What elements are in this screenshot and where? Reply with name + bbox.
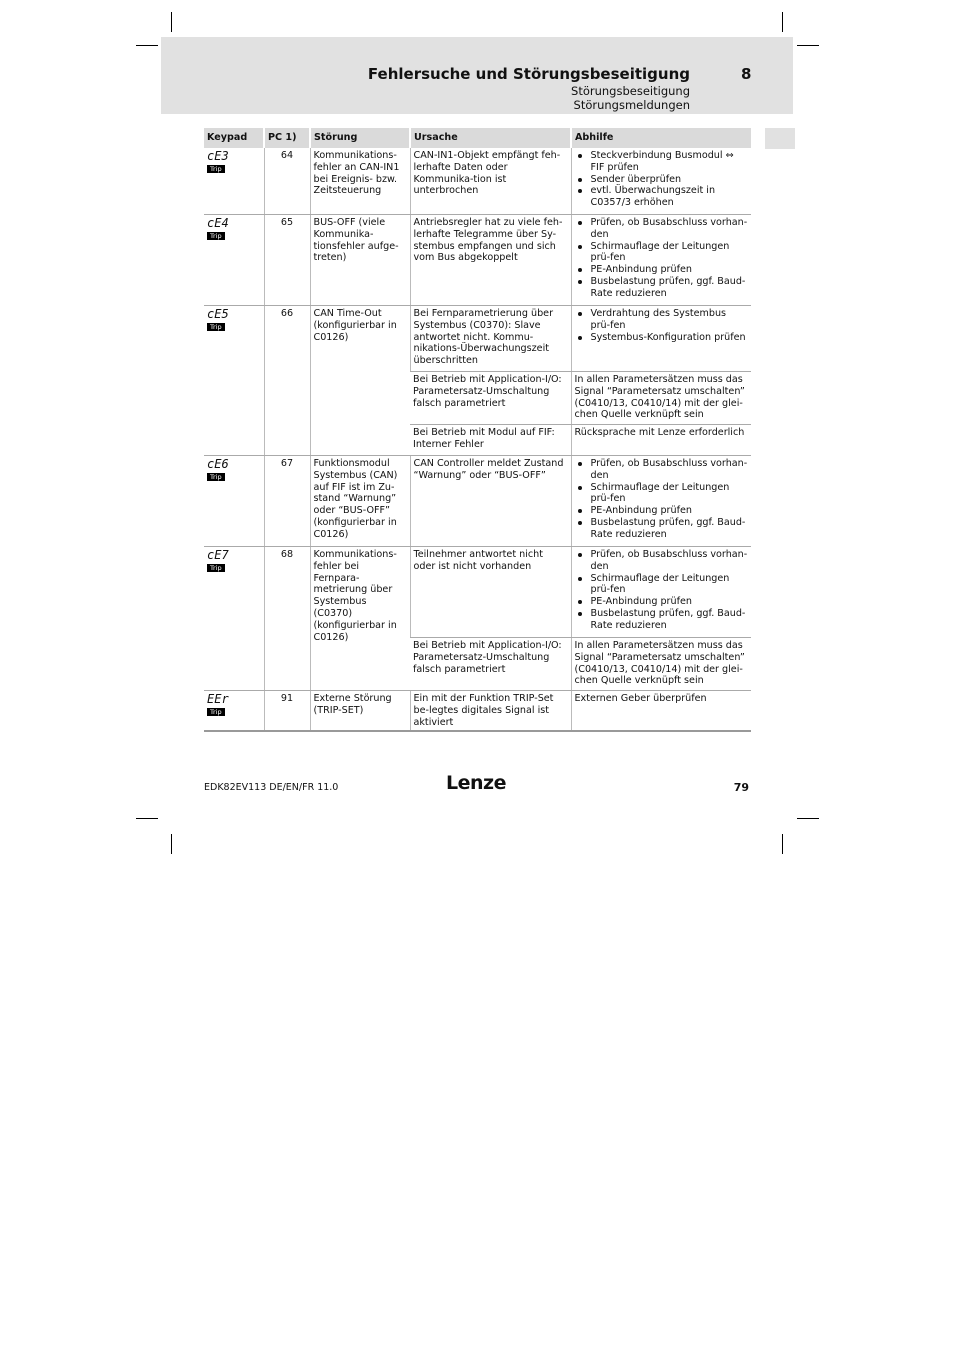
keypad-code: cE7: [207, 548, 229, 562]
abhilfe-cell: [571, 547, 751, 638]
list-item: Busbelastung prüfen, ggf. Baud-Rate reduzieren: [591, 608, 749, 632]
list-item: evtl. Überwachungszeit in C0357/3 erhöhen: [591, 185, 749, 209]
crop-mark: [782, 12, 783, 32]
ursache-cell: Bei Fernparametrierung über Systembus (C0370): Slave antwortet nicht. Kommu-nikations-Überwachungszeit überschritten: [410, 306, 571, 372]
list-item: Sender überprüfen: [591, 174, 749, 186]
ursache-cell: CAN Controller meldet Zustand “Warnung” oder “BUS-OFF”: [410, 456, 571, 547]
list-item: PE-Anbindung prüfen: [591, 264, 749, 276]
abhilfe-cell: Externen Geber überprüfen: [571, 691, 751, 732]
stoerung-cell: Kommunikations-fehler bei Fernpara-metrierung über Systembus (C0370) (konfigurierbar in C0126): [310, 547, 410, 691]
crop-mark: [136, 45, 158, 46]
crop-mark: [797, 818, 819, 819]
trip-badge: Trip: [207, 473, 225, 481]
ursache-cell: Ein mit der Funktion TRIP-Set be-legtes digitales Signal ist aktiviert: [410, 691, 571, 732]
list-item: Busbelastung prüfen, ggf. Baud-Rate reduzieren: [591, 276, 749, 300]
document-id: EDK82EV113 DE/EN/FR 11.0: [204, 782, 339, 793]
table-header-row: [204, 128, 751, 148]
keypad-cell: [204, 215, 264, 306]
keypad-cell: [204, 148, 264, 215]
table-row: [204, 456, 751, 547]
abhilfe-cell: [571, 456, 751, 547]
list-item: Verdrahtung des Systembus prü-fen: [591, 308, 749, 332]
stoerung-cell: CAN Time-Out (konfigurierbar in C0126): [310, 306, 410, 456]
page-header: [161, 37, 793, 114]
abhilfe-cell: [571, 306, 751, 372]
crop-mark: [797, 45, 819, 46]
crop-mark: [171, 834, 172, 854]
table-row: [204, 148, 751, 215]
list-item: Steckverbindung Busmodul ⇔ FIF prüfen: [591, 150, 749, 174]
keypad-code: cE5: [207, 307, 229, 321]
column-header-abhilfe: Abhilfe: [571, 128, 751, 148]
pc-cell: 91: [264, 691, 310, 732]
list-item: PE-Anbindung prüfen: [591, 596, 749, 608]
abhilfe-cell: In allen Parametersätzen muss das Signal “Parametersatz umschalten” (C0410/13, C0410/14) mit der glei-chen Quelle verknüpft sein: [571, 372, 751, 425]
keypad-code: cE6: [207, 457, 229, 471]
list-item: Prüfen, ob Busabschluss vorhan-den: [590, 217, 748, 240]
list-item: Schirmauflage der Leitungen prü-fen: [591, 482, 749, 506]
column-header-ursache: Ursache: [410, 128, 571, 148]
fault-table: [204, 128, 751, 732]
pc-cell: 67: [264, 456, 310, 547]
list-item: Prüfen, ob Busabschluss vorhan-den: [590, 458, 748, 481]
crop-mark: [136, 818, 158, 819]
pc-cell: 66: [264, 306, 310, 456]
pc-cell: 68: [264, 547, 310, 691]
stoerung-cell: BUS-OFF (viele Kommunika-tionsfehler aufge-treten): [310, 215, 410, 306]
keypad-code: cE4: [207, 216, 229, 230]
table-row: [204, 215, 751, 306]
crop-mark: [782, 834, 783, 854]
abhilfe-cell: [571, 215, 751, 306]
abhilfe-cell: In allen Parametersätzen muss das Signal “Parametersatz umschalten” (C0410/13, C0410/14) mit der glei-chen Quelle verknüpft sein: [571, 638, 751, 691]
chapter-title: Fehlersuche und Störungsbeseitigung: [367, 65, 690, 83]
ursache-cell: Bei Betrieb mit Application-I/O: Parametersatz-Umschaltung falsch parametriert: [410, 638, 571, 691]
list-item: Systembus-Konfiguration prüfen: [591, 332, 749, 344]
column-header-pc: PC 1): [264, 128, 310, 148]
ursache-cell: Bei Betrieb mit Modul auf FIF: Interner Fehler: [410, 425, 571, 456]
ursache-cell: Bei Betrieb mit Application-I/O: Parametersatz-Umschaltung falsch parametriert: [410, 372, 571, 425]
list-item: Prüfen, ob Busabschluss vorhan-den: [590, 549, 748, 572]
page-number: 79: [733, 781, 749, 794]
column-header-stoerung: Störung: [310, 128, 410, 148]
keypad-cell: [204, 306, 264, 456]
column-header-keypad: Keypad: [204, 128, 264, 148]
lenze-logo: Lenze: [446, 772, 506, 794]
ursache-cell: CAN-IN1-Objekt empfängt feh-lerhafte Daten oder Kommunika-tion ist unterbrochen: [410, 148, 571, 215]
keypad-cell: [204, 547, 264, 691]
list-item: Schirmauflage der Leitungen prü-fen: [591, 241, 749, 265]
table-row: [204, 691, 751, 732]
trip-badge: Trip: [207, 564, 225, 572]
stoerung-cell: Funktionsmodul Systembus (CAN) auf FIF ist im Zu-stand “Warnung” oder “BUS-OFF” (konfigurierbar in C0126): [310, 456, 410, 547]
abhilfe-cell: [571, 148, 751, 215]
side-tab: [765, 128, 795, 149]
trip-badge: Trip: [207, 165, 225, 173]
keypad-code: cE3: [207, 149, 229, 163]
section-subtitle: Störungsbeseitigung: [571, 84, 690, 98]
list-item: PE-Anbindung prüfen: [591, 505, 749, 517]
table-row: [204, 547, 751, 638]
crop-mark: [171, 12, 172, 32]
table-row: [204, 306, 751, 372]
pc-cell: 65: [264, 215, 310, 306]
trip-badge: Trip: [207, 708, 225, 716]
ursache-cell: Antriebsregler hat zu viele feh-lerhafte Telegramme über Sy-stembus empfangen und sich vom Bus abgekoppelt: [410, 215, 571, 306]
section-subtitle: Störungsmeldungen: [573, 98, 690, 112]
ursache-cell: Teilnehmer antwortet nicht oder ist nicht vorhanden: [410, 547, 571, 638]
chapter-number: 8: [741, 65, 752, 83]
trip-badge: Trip: [207, 232, 225, 240]
trip-badge: Trip: [207, 323, 225, 331]
stoerung-cell: Externe Störung (TRIP-SET): [310, 691, 410, 732]
stoerung-cell: Kommunikations-fehler an CAN-IN1 bei Ereignis- bzw. Zeitsteuerung: [310, 148, 410, 215]
keypad-cell: [204, 456, 264, 547]
keypad-cell: [204, 691, 264, 732]
abhilfe-cell: Rücksprache mit Lenze erforderlich: [571, 425, 751, 456]
list-item: Busbelastung prüfen, ggf. Baud-Rate reduzieren: [591, 517, 749, 541]
keypad-code: EEr: [207, 692, 229, 706]
list-item: Schirmauflage der Leitungen prü-fen: [591, 573, 749, 597]
pc-cell: 64: [264, 148, 310, 215]
